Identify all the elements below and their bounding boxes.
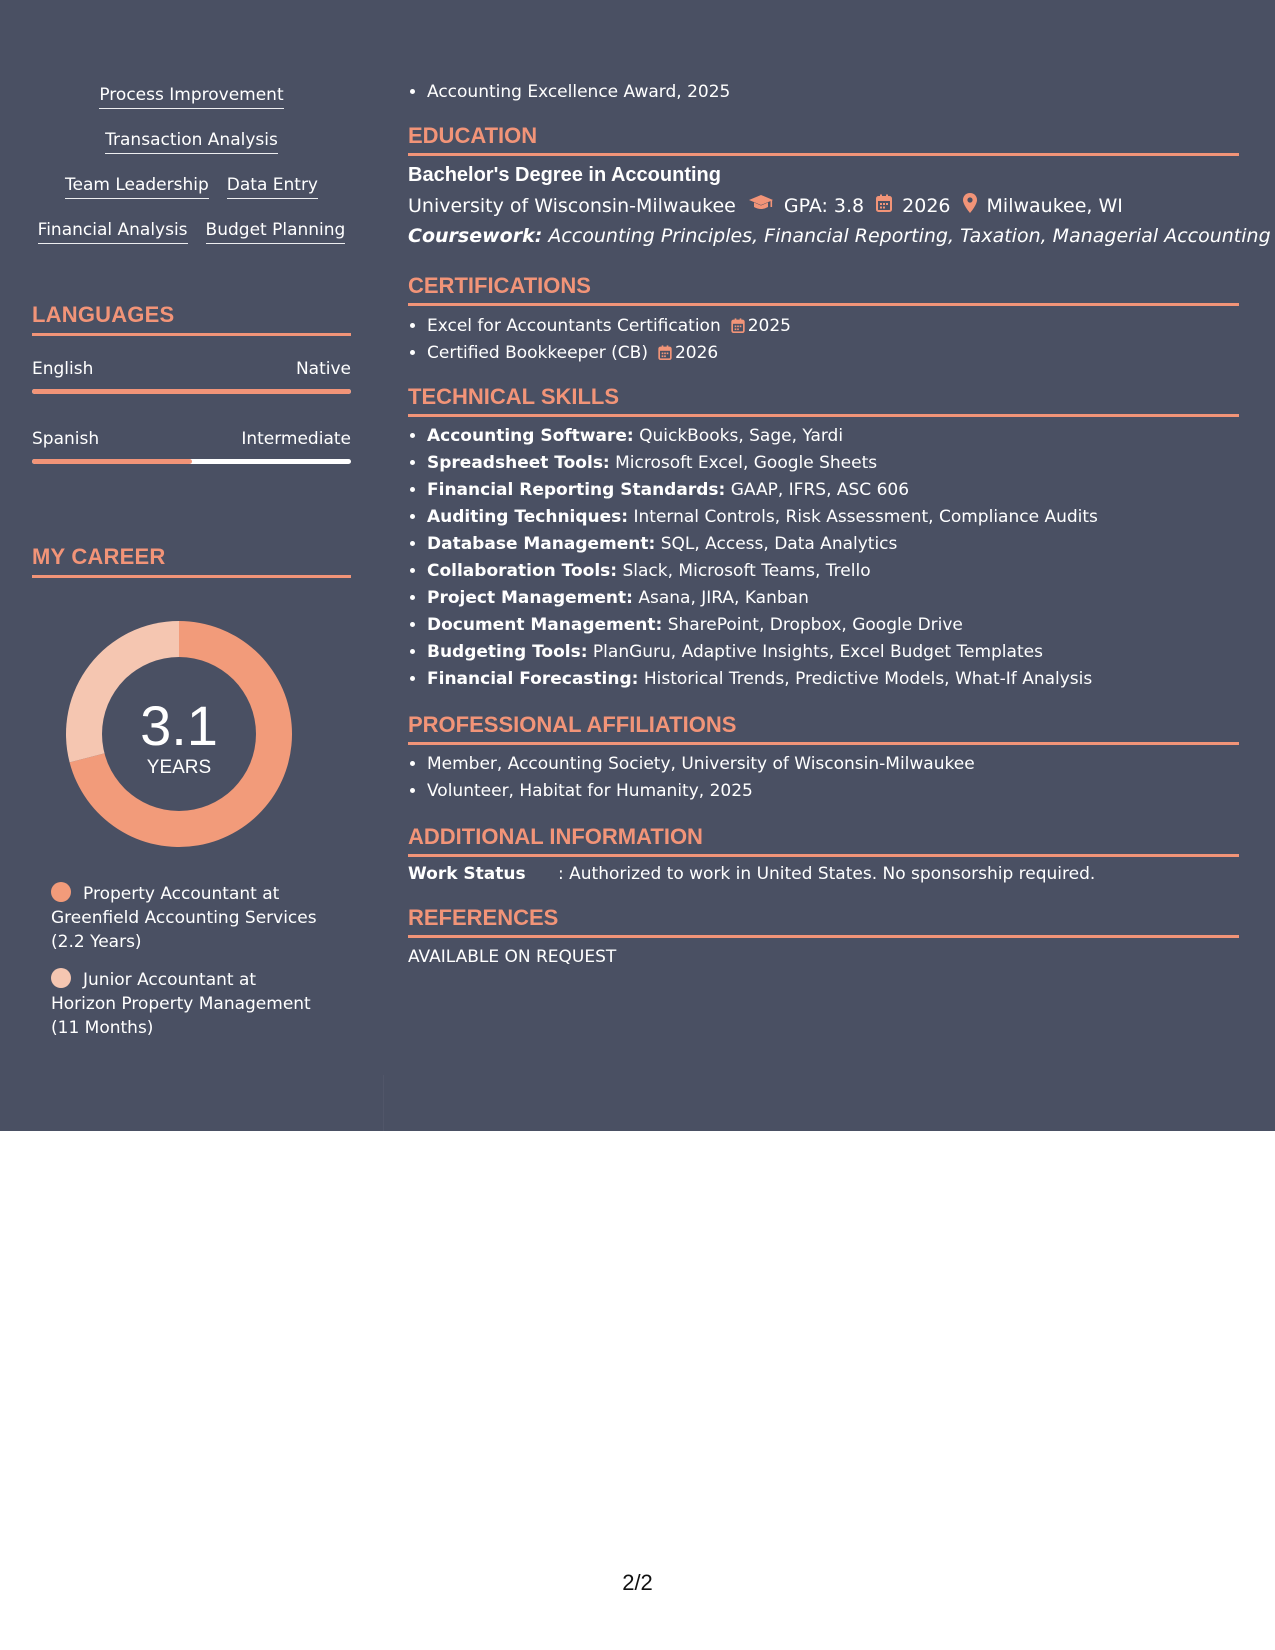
certification-item <box>427 340 1239 367</box>
affiliations-title: PROFESSIONAL AFFILIATIONS <box>408 712 1239 745</box>
language-row-english <box>32 359 351 379</box>
certification-year: 2025 <box>747 316 791 336</box>
language-row-spanish <box>32 429 351 449</box>
technical-skills-list <box>408 423 1239 693</box>
technical-skill-value: GAAP, IFRS, ASC 606 <box>730 480 910 500</box>
role-duration: (11 Months) <box>51 1018 154 1038</box>
calendar-icon <box>658 345 672 360</box>
skill-tag: Financial Analysis <box>38 219 188 244</box>
role-title: Junior Accountant at <box>83 970 257 990</box>
technical-skill-item <box>427 504 1239 531</box>
education-gpa: GPA: 3.8 <box>783 194 865 217</box>
career-donut-chart <box>66 621 292 847</box>
page-number: 2/2 <box>622 1570 653 1595</box>
technical-skill-label: Spreadsheet Tools: <box>427 453 610 473</box>
career-legend-item <box>51 968 331 1040</box>
language-bar-fill <box>32 459 192 464</box>
skill-row <box>32 174 351 219</box>
role-company: Greenfield Accounting Services <box>51 908 317 928</box>
technical-skill-label: Project Management: <box>427 588 633 608</box>
affiliations-list <box>408 751 1239 805</box>
language-name: English <box>32 359 94 379</box>
graduation-cap-icon <box>748 194 774 217</box>
technical-skill-item <box>427 585 1239 612</box>
skill-row <box>32 129 351 174</box>
technical-skill-item <box>427 666 1239 693</box>
career-title: MY CAREER <box>32 544 351 578</box>
skill-tag: Data Entry <box>227 174 318 199</box>
technical-skill-item <box>427 423 1239 450</box>
technical-skill-label: Budgeting Tools: <box>427 642 588 662</box>
career-legend-item <box>51 882 331 954</box>
certification-year: 2026 <box>674 343 719 363</box>
role-duration: (2.2 Years) <box>51 932 142 952</box>
references-value: AVAILABLE ON REQUEST <box>408 947 617 967</box>
work-status-label: Work Status <box>408 864 526 884</box>
technical-skill-value: PlanGuru, Adaptive Insights, Excel Budget Templates <box>592 642 1043 662</box>
technical-skill-value: SharePoint, Dropbox, Google Drive <box>667 615 963 635</box>
technical-skill-value: Asana, JIRA, Kanban <box>638 588 809 608</box>
role-title: Property Accountant at <box>83 884 280 904</box>
technical-skill-label: Auditing Techniques: <box>427 507 629 527</box>
education-year: 2026 <box>902 194 951 217</box>
language-bar-spanish <box>32 459 351 464</box>
role-company: Horizon Property Management <box>51 994 311 1014</box>
technical-skill-value: Historical Trends, Predictive Models, What-If Analysis <box>643 669 1093 689</box>
technical-skill-item <box>427 558 1239 585</box>
language-level: Native <box>295 359 351 379</box>
certifications-title: CERTIFICATIONS <box>408 273 1239 306</box>
education-coursework <box>408 225 1271 247</box>
legend-dot <box>51 968 71 988</box>
technical-skill-value: SQL, Access, Data Analytics <box>660 534 898 554</box>
work-status-row <box>408 864 1095 884</box>
certification-name: Certified Bookkeeper (CB) <box>427 343 648 363</box>
technical-skill-value: Slack, Microsoft Teams, Trello <box>622 561 871 581</box>
technical-skill-label: Financial Reporting Standards: <box>427 480 726 500</box>
skill-tag: Transaction Analysis <box>105 129 278 154</box>
award-item: • Accounting Excellence Award, 2025 <box>427 79 1239 106</box>
education-degree: Bachelor's Degree in Accounting <box>408 164 721 186</box>
technical-skill-label: Financial Forecasting: <box>427 669 639 689</box>
technical-skill-value: QuickBooks, Sage, Yardi <box>639 426 844 446</box>
affiliation-item: • Member, Accounting Society, University of Wisconsin-Milwaukee <box>427 751 1239 778</box>
technical-skill-value: Internal Controls, Risk Assessment, Compliance Audits <box>633 507 1098 527</box>
additional-info-title: ADDITIONAL INFORMATION <box>408 824 1239 857</box>
language-name: Spanish <box>32 429 100 449</box>
technical-skill-item <box>427 531 1239 558</box>
column-divider <box>383 1075 384 1131</box>
technical-skills-title: TECHNICAL SKILLS <box>408 384 1239 417</box>
technical-skill-label: Document Management: <box>427 615 663 635</box>
education-location: Milwaukee, WI <box>986 194 1123 217</box>
technical-skill-value: Microsoft Excel, Google Sheets <box>615 453 878 473</box>
skill-row <box>32 84 351 129</box>
language-bar-english <box>32 389 351 394</box>
coursework-value: Accounting Principles, Financial Reporting, Taxation, Managerial Accounting <box>548 225 1271 247</box>
work-status-value: : Authorized to work in United States. No sponsorship required. <box>558 864 1096 884</box>
education-school: University of Wisconsin-Milwaukee <box>408 194 736 217</box>
languages-title: LANGUAGES <box>32 302 351 336</box>
skill-row <box>32 219 351 264</box>
calendar-icon <box>876 194 892 217</box>
education-title: EDUCATION <box>408 123 1239 156</box>
education-meta <box>408 193 1123 218</box>
references-title: REFERENCES <box>408 905 1239 938</box>
skill-tag: Team Leadership <box>65 174 209 199</box>
location-pin-icon <box>963 193 977 218</box>
technical-skill-item <box>427 639 1239 666</box>
certification-name: Excel for Accountants Certification <box>427 316 721 336</box>
language-level: Intermediate <box>241 429 351 449</box>
skills-tags <box>32 84 351 264</box>
technical-skill-item <box>427 612 1239 639</box>
skill-tag: Budget Planning <box>206 219 346 244</box>
affiliation-item: • Volunteer, Habitat for Humanity, 2025 <box>427 778 1239 805</box>
certifications-list <box>408 313 1239 367</box>
technical-skill-item <box>427 477 1239 504</box>
technical-skill-label: Accounting Software: <box>427 426 634 446</box>
technical-skill-label: Collaboration Tools: <box>427 561 618 581</box>
skill-tag: Process Improvement <box>99 84 283 109</box>
legend-dot <box>51 882 71 902</box>
calendar-icon <box>731 318 745 333</box>
language-bar-fill <box>32 389 351 394</box>
awards-list <box>408 79 1239 106</box>
career-total-unit: YEARS <box>146 757 212 778</box>
certification-item <box>427 313 1239 340</box>
technical-skill-item <box>427 450 1239 477</box>
career-total-value: 3.1 <box>140 694 218 757</box>
technical-skill-label: Database Management: <box>427 534 656 554</box>
coursework-label: Coursework: <box>408 225 543 247</box>
